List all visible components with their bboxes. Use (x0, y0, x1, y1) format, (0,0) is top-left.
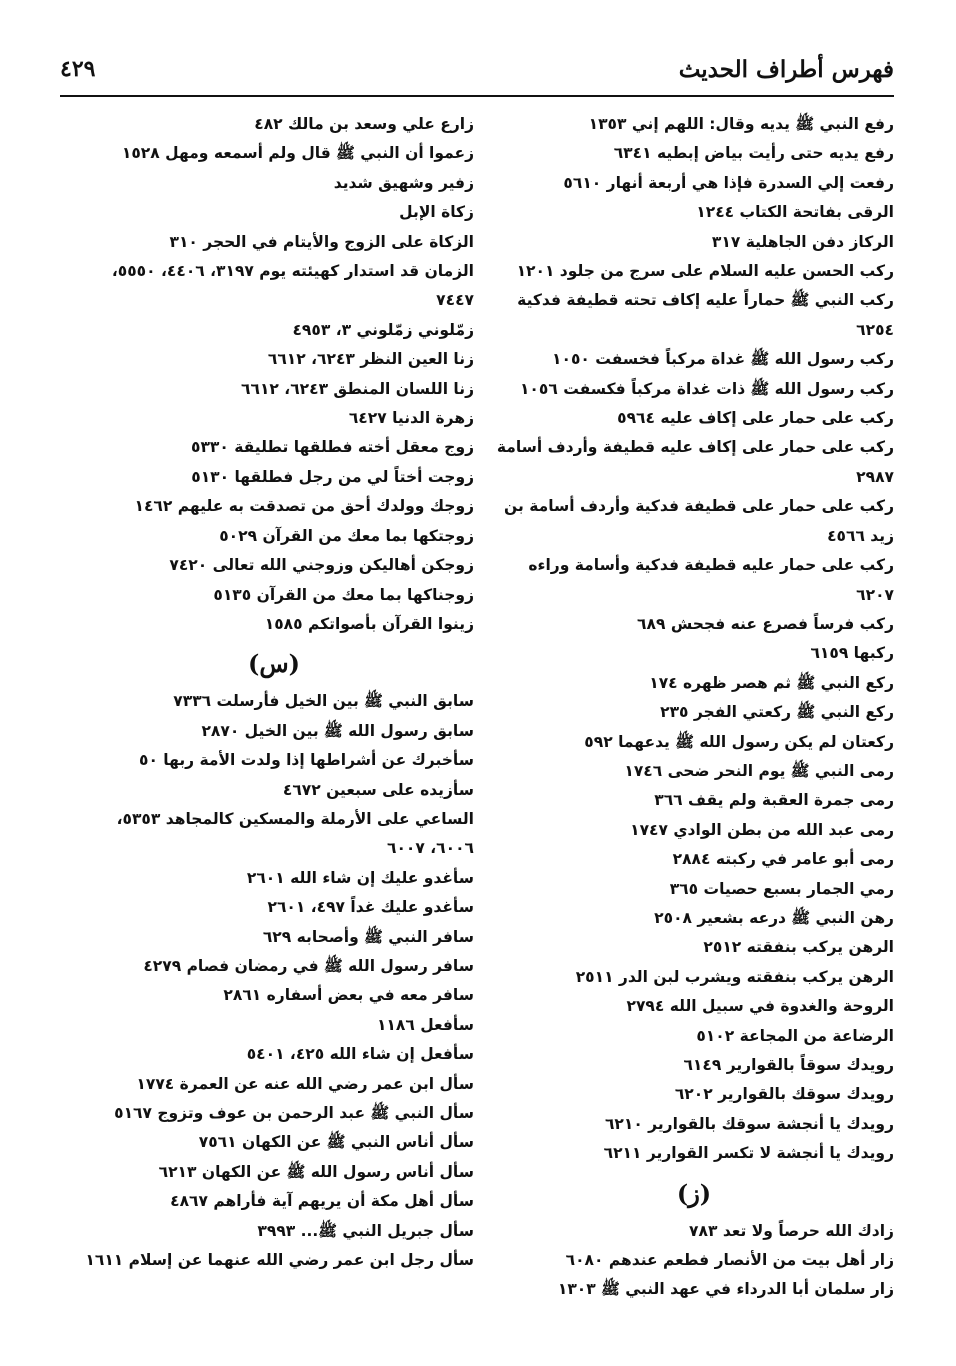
index-entry: زنا العين النظر ٦٢٤٣، ٦٦١٢ (267, 350, 474, 369)
index-entry: ركب رسول الله ﷺ غداة مركباً فخسفت ١٠٥٠ (552, 350, 894, 369)
right-column (494, 110, 894, 1305)
index-entry: زوجتكها بما معك من القرآن ٥٠٢٩ (219, 526, 474, 545)
index-entry: زهرة الدنيا ٦٤٢٧ (348, 409, 474, 428)
entry-list-bottom (494, 1217, 894, 1305)
index-entry: ركع النبي ﷺ ركعتي الفجر ٢٣٥ (660, 703, 894, 722)
index-entry: سافر معه في بعض أسفاره ٢٨٦١ (223, 986, 474, 1005)
index-entry: رويدك سوقاً بالقوارير ٦١٤٩ (683, 1056, 894, 1074)
index-entry: سأل ابن عمر رضي الله عنه عن العمرة ١٧٧٤ (136, 1074, 474, 1093)
index-entry: ركعتان لم يكن رسول الله ﷺ يدعهما ٥٩٢ (584, 732, 894, 751)
index-entry: الرهن يركب بنفقته ويشرب لبن الدر ٢٥١١ (575, 967, 894, 986)
index-entry: زمّلوني زمّلوني ٣، ٤٩٥٣ (292, 320, 474, 339)
index-entry: الروحة والغدوة في سبيل الله ٢٧٩٤ (626, 997, 894, 1016)
index-entry: ركب على حمار على إكاف عليه ٥٩٦٤ (617, 409, 894, 428)
index-entry: زوجت أختاً لي من رجل فطلقها ٥١٣٠ (191, 467, 474, 486)
index-entry: رويدك يا أنجشة سوقك بالقوارير ٦٢١٠ (604, 1114, 894, 1133)
index-entry: زنا اللسان المنطق ٦٢٤٣، ٦٦١٢ (241, 379, 474, 398)
index-entry: ركب على حمار عليه قطيفة فدكية وأسامة وراءه ٦٢٠٧ (528, 556, 894, 604)
entry-list-top (74, 110, 474, 639)
index-entry: زينوا القرآن بأصواتكم ١٥٨٥ (264, 614, 474, 633)
page-header (60, 56, 894, 96)
index-entry: رمى جمرة العقبة ولم يقف ٣٦٦ (654, 791, 894, 810)
index-entry: سافر رسول الله ﷺ في رمضان فصام ٤٢٧٩ (143, 956, 474, 975)
index-entry: زفير وشهيق شديد (333, 173, 474, 192)
index-entry: زكاة الإبل (399, 203, 474, 222)
index-entry: رهن النبي ﷺ درعه بشعير ٢٥٠٨ (654, 908, 894, 927)
index-entry: رفع النبي ﷺ يديه وقال: اللهم إني ١٣٥٣ (588, 115, 894, 133)
running-title: فهرس أطراف الحديث (678, 56, 894, 83)
index-entry: سافر النبي ﷺ وأصحابه ٦٢٩ (262, 927, 474, 946)
index-entry: سأفعل إن شاء الله ٤٢٥، ٥٤٠١ (246, 1045, 474, 1064)
index-entry: رفعت إلي السدرة فإذا هي أربعة أنهار ٥٦١٠ (563, 173, 894, 192)
index-entry: الرهن يركب بنفقته ٢٥١٢ (703, 938, 894, 957)
index-entry: الزكاة على الزوج والأيتام في الحجر ٣١٠ (169, 232, 474, 251)
index-entry: زارع علي وسعد بن مالك ٤٨٢ (254, 115, 474, 133)
index-entry: سأغدو عليك غداً ٤٩٧، ٢٦٠١ (267, 898, 474, 917)
index-entry: رمى النبي ﷺ يوم النحر ضحى ١٧٤٦ (624, 761, 894, 780)
index-entry: زادك الله حرصاً ولا تعد ٧٨٣ (689, 1221, 894, 1240)
index-entry: سأخبرك عن أشراطها إذا ولدت الأمة ربها ٥٠ (138, 751, 474, 770)
index-entry: سابق النبي ﷺ بين الخيل فأرسلت ٧٣٣٦ (173, 692, 474, 711)
index-entry: ركبها ٦١٥٩ (810, 644, 894, 663)
index-entry: ركب فرساً فصرع عنه فجحش ٦٨٩ (637, 614, 894, 633)
index-entry: رويدك يا أنجشة لا تكسر القوارير ٦٢١١ (603, 1144, 894, 1163)
index-entry: سأل النبي ﷺ عبد الرحمن بن عوف وتزوج ٥١٦٧ (114, 1104, 474, 1122)
index-entry: سأل أناس رسول الله ﷺ عن الكهان ٦٢١٣ (158, 1162, 474, 1181)
index-entry: رمى أبو عامر في ركبته ٢٨٨٤ (672, 850, 894, 869)
index-entry: سأزيده على سبعين ٤٦٧٢ (282, 780, 474, 799)
index-entry: رمي الجمار بسبع حصيات ٣٦٥ (669, 879, 894, 898)
index-entry: زار سلمان أبا الدرداء في عهد النبي ﷺ ١٣٠٣ (557, 1280, 894, 1299)
header-rule (60, 95, 894, 97)
index-entry: سأل رجل ابن عمر رضي الله عنهما عن إسلام ١٦١١ (85, 1251, 474, 1270)
index-entry: سأل جبريل النبي ﷺ... ٣٩٩٣ (257, 1221, 474, 1240)
index-entry: الساعي على الأرملة والمسكين كالمجاهد ٥٣٥٣، ٦٠٠٦، ٦٠٠٧ (116, 809, 474, 858)
index-entry: رمى عبد الله من بطن الوادي ١٧٤٧ (630, 820, 894, 839)
index-entry: الرضاعة من المجاعة ٥١٠٢ (696, 1026, 894, 1045)
left-column (74, 110, 474, 1275)
index-entry: زار أهل بيت من الأنصار فطعم عندهم ٦٠٨٠ (565, 1251, 894, 1270)
index-entry: زوج معقل أخته فطلقها تطليقة ٥٣٣٠ (190, 438, 474, 457)
index-entry: سأل أهل مكة أن يريهم آية فأراهم ٤٨٦٧ (170, 1192, 474, 1211)
index-entry: ركب على حمار على إكاف عليه قطيفة وأردف أسامة ٢٩٨٧ (496, 438, 894, 486)
index-entry: سابق رسول الله ﷺ بين الخيل ٢٨٧٠ (201, 721, 474, 740)
index-entry: سأغدو عليك إن شاء الله ٢٦٠١ (246, 868, 474, 887)
entry-list-bottom (74, 687, 474, 1275)
index-entry: زوجكن أهاليكن وزوجني الله تعالى ٧٤٢٠ (169, 556, 474, 575)
index-entry: ركب رسول الله ﷺ ذات غداة مركباً فكسفت ١٠٥٦ (519, 379, 894, 398)
index-entry: ركب على حمار على قطيفة فدكية وأردف أسامة بن زيد ٤٥٦٦ (504, 497, 894, 545)
section-heading-zay: (ز) (676, 1178, 712, 1208)
index-entry: سأل أناس النبي ﷺ عن الكهان ٧٥٦١ (198, 1133, 474, 1152)
index-entry: الرقى بفاتحة الكتاب ١٢٤٤ (696, 203, 894, 222)
index-entry: سأفعل ١١٨٦ (376, 1015, 474, 1034)
index-entry: ركب النبي ﷺ حماراً عليه إكاف تحته قطيفة فدكية ٦٢٥٤ (517, 291, 894, 339)
page-number: ٤٢٩ (60, 56, 96, 82)
index-entry: رويدك سوقك بالقوارير ٦٢٠٢ (674, 1085, 894, 1104)
section-heading-sin: (س) (247, 649, 300, 679)
index-entry: زوجك وولدك أحق من تصدقت به عليهم ١٤٦٢ (134, 497, 474, 516)
index-entry: الركاز دفن الجاهلية ٣١٧ (711, 232, 894, 251)
index-entry: زعموا أن النبي ﷺ قال ولم أسمعه ومهل ١٥٢٨ (121, 144, 474, 163)
index-entry: الزمان قد استدار كهيئته يوم ٣١٩٧، ٤٤٠٦، ٥٥٥٠، ٧٤٤٧ (111, 262, 474, 310)
index-entry: رفع يديه حتى رأيت بياض إبطيه ٦٣٤١ (613, 144, 894, 163)
index-entry: ركب الحسن عليه السلام على سرج من جلود ١٢٠١ (516, 262, 894, 281)
index-entry: زوجناكها بما معك من القرآن ٥١٣٥ (213, 585, 474, 604)
index-entry: ركع النبي ﷺ ثم هصر ظهره ١٧٤ (649, 673, 894, 692)
entry-list-top (494, 110, 894, 1169)
